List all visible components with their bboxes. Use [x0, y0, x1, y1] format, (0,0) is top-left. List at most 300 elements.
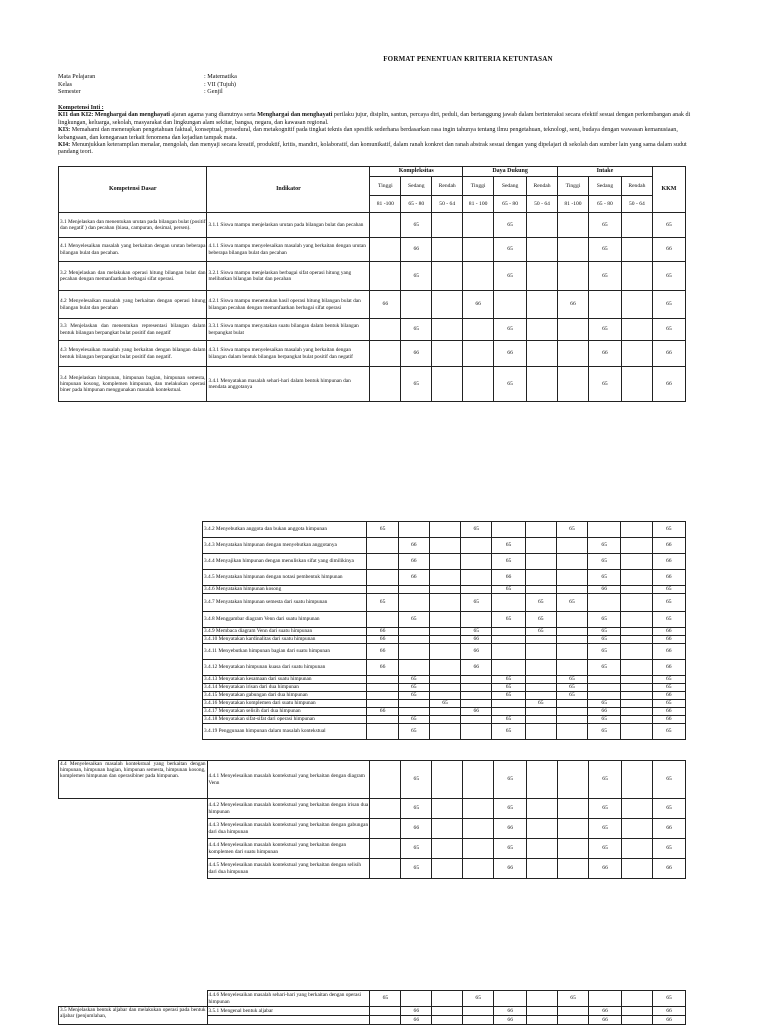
kkm-table-himpunan	[202, 521, 686, 740]
score-cell	[558, 819, 589, 839]
score-cell: 66	[401, 819, 432, 839]
score-cell	[463, 819, 494, 839]
score-cell	[527, 839, 558, 859]
score-cell	[463, 341, 494, 367]
score-cell	[367, 700, 398, 708]
score-cell	[463, 761, 494, 799]
kkm-cell: 65	[652, 522, 685, 538]
score-cell	[621, 341, 652, 367]
score-cell	[461, 684, 492, 692]
score-cell: 65	[401, 367, 432, 402]
score-cell: 66	[401, 1016, 432, 1025]
score-cell	[492, 522, 525, 538]
kd-cell: 4.3 Menyelesaikan masalah yang berkaitan dengan bilangan dalam bentuk bilangan berpangkat bulat positif dan negatif.	[59, 341, 207, 367]
score-cell	[622, 819, 653, 839]
score-cell	[527, 1016, 558, 1025]
score-cell	[432, 319, 463, 341]
score-cell	[398, 522, 429, 538]
score-cell: 66	[367, 644, 398, 660]
score-cell	[398, 708, 429, 716]
score-cell	[588, 522, 621, 538]
score-cell: 65	[492, 612, 525, 628]
header-range: 65 - 80	[494, 196, 527, 213]
score-cell	[370, 859, 401, 879]
header-range: 65 - 80	[401, 196, 432, 213]
score-cell: 66	[494, 1016, 527, 1025]
indicator-cell: 3.2.1 Siswa mampu menjelaskan berbagai sifat operasi hitung yang melibatkan bilangan bulat dan pecahan	[207, 262, 370, 291]
document-title: FORMAT PENENTUAN KRITERIA KETUNTASAN	[383, 55, 553, 63]
score-cell	[370, 341, 401, 367]
score-cell	[370, 761, 401, 799]
score-cell	[463, 859, 494, 879]
score-cell	[429, 644, 460, 660]
score-cell	[432, 799, 463, 819]
score-cell	[525, 660, 556, 676]
indicator-cell: 3.4.13 Menyatakan kesamaan dari suatu himpunan	[203, 676, 367, 684]
score-cell	[432, 991, 463, 1007]
score-cell: 65	[588, 554, 621, 570]
score-cell	[429, 570, 460, 586]
score-cell: 65	[398, 684, 429, 692]
score-cell	[556, 570, 587, 586]
table-row	[203, 594, 686, 612]
table-row	[203, 644, 686, 660]
score-cell	[429, 554, 460, 570]
score-cell	[556, 612, 587, 628]
score-cell: 65	[525, 628, 556, 636]
indicator-cell: 3.4.11 Menyebutkan himpunan bagian dari suatu himpunan	[203, 644, 367, 660]
score-cell	[621, 612, 652, 628]
score-cell: 65	[401, 319, 432, 341]
score-cell	[558, 1016, 589, 1025]
score-cell: 65	[588, 238, 621, 262]
score-cell: 65	[492, 716, 525, 724]
table-row	[203, 612, 686, 628]
table-row	[203, 716, 686, 724]
score-cell	[429, 692, 460, 700]
score-cell: 66	[367, 708, 398, 716]
score-cell	[622, 991, 653, 1007]
score-cell	[556, 554, 587, 570]
score-cell	[367, 570, 398, 586]
header-level: Tinggi	[558, 177, 589, 196]
score-cell	[367, 676, 398, 684]
score-cell	[370, 238, 401, 262]
indicator-cell: 4.4.3 Menyelesaikan masalah kontekstual yang berkaitan dengan gabungan dari dua himpunan	[207, 819, 370, 839]
score-cell: 66	[401, 238, 432, 262]
score-cell	[461, 692, 492, 700]
score-cell: 65	[588, 262, 621, 291]
score-cell: 66	[367, 660, 398, 676]
table-row	[203, 708, 686, 716]
score-cell	[527, 859, 558, 879]
score-cell	[463, 1007, 494, 1016]
kkm-cell: 65	[653, 761, 686, 799]
score-cell	[588, 692, 621, 700]
score-cell	[429, 636, 460, 644]
score-cell: 65	[589, 761, 622, 799]
score-cell	[622, 1007, 653, 1016]
score-cell: 65	[588, 319, 621, 341]
kd-cell: 4.2 Menyelesaikan masalah yang berkaitan dengan operasi hitung bilangan bulat dan pecahan	[59, 291, 207, 319]
score-cell: 65	[588, 367, 621, 402]
score-cell	[527, 819, 558, 839]
score-cell	[432, 213, 463, 238]
score-cell	[621, 213, 652, 238]
indicator-cell: 3.5.1 Mengenal bentuk aljabar	[207, 1007, 370, 1016]
score-cell: 65	[492, 724, 525, 740]
kkm-cell: 66	[652, 341, 685, 367]
score-cell	[398, 594, 429, 612]
score-cell	[429, 538, 460, 554]
indicator-cell: 4.4.2 Menyelesaikan masalah kontekstual yang berkaitan dengan irisan dua himpunan	[207, 799, 370, 819]
score-cell	[558, 319, 589, 341]
header-level: Tinggi	[463, 177, 494, 196]
score-cell: 65	[525, 612, 556, 628]
score-cell	[527, 991, 558, 1007]
header-level: Sedang	[494, 177, 527, 196]
table-row	[203, 586, 686, 594]
meta-value: : Genjil	[204, 88, 223, 96]
kkm-cell: 66	[652, 708, 685, 716]
score-cell: 65	[588, 644, 621, 660]
score-cell: 65	[401, 859, 432, 879]
header-level: Rendah	[432, 177, 463, 196]
indicator-cell	[207, 1016, 370, 1025]
score-cell	[398, 628, 429, 636]
table-row	[203, 522, 686, 538]
score-cell	[370, 367, 401, 402]
score-cell	[525, 684, 556, 692]
score-cell: 65	[492, 586, 525, 594]
score-cell	[429, 586, 460, 594]
indicator-cell: 3.4.2 Menyebutkan anggota dan bukan anggota himpunan	[203, 522, 367, 538]
score-cell	[461, 724, 492, 740]
header-level: Rendah	[527, 177, 558, 196]
kkm-cell: 65	[652, 291, 685, 319]
score-cell	[401, 991, 432, 1007]
score-cell	[492, 708, 525, 716]
kkm-cell: 65	[652, 319, 685, 341]
score-cell	[525, 692, 556, 700]
score-cell: 65	[494, 213, 527, 238]
indicator-cell: 4.4.4 Menyelesaikan masalah kontekstual yang berkaitan dengan komplemen dari suatu himpunan	[207, 839, 370, 859]
score-cell	[621, 644, 652, 660]
score-cell	[492, 660, 525, 676]
kkm-cell: 65	[653, 799, 686, 819]
score-cell	[525, 522, 556, 538]
score-cell	[492, 636, 525, 644]
score-cell: 66	[589, 1007, 622, 1016]
score-cell	[622, 1016, 653, 1025]
score-cell: 66	[558, 291, 589, 319]
score-cell	[370, 213, 401, 238]
score-cell	[432, 859, 463, 879]
score-cell	[556, 636, 587, 644]
score-cell: 66	[589, 859, 622, 879]
score-cell	[527, 799, 558, 819]
kkm-table-main	[58, 166, 686, 402]
kkm-cell: 66	[653, 859, 686, 879]
score-cell: 66	[492, 570, 525, 586]
score-cell	[463, 319, 494, 341]
score-cell	[622, 761, 653, 799]
score-cell	[558, 213, 589, 238]
kkm-cell: 66	[652, 570, 685, 586]
table-row	[59, 213, 686, 238]
score-cell	[525, 724, 556, 740]
score-cell	[492, 700, 525, 708]
score-cell	[558, 341, 589, 367]
score-cell: 65	[398, 716, 429, 724]
score-cell	[429, 676, 460, 684]
score-cell: 65	[494, 238, 527, 262]
kd-cell-empty	[59, 819, 208, 839]
score-cell: 65	[492, 676, 525, 684]
kkm-cell: 65	[652, 724, 685, 740]
score-cell	[461, 716, 492, 724]
score-cell	[621, 291, 652, 319]
header-level: Sedang	[588, 177, 621, 196]
score-cell	[621, 676, 652, 684]
score-cell	[525, 636, 556, 644]
score-cell: 65	[401, 839, 432, 859]
score-cell	[463, 262, 494, 291]
header-group: Daya Dukung	[463, 167, 558, 177]
score-cell: 65	[588, 612, 621, 628]
score-cell: 66	[494, 819, 527, 839]
ki3: KI3: Memahami dan menerapkan pengetahuan faktual, konseptual, prosedural, dan metakognitif pada tingkat teknis dan spesifik sederhana berdasarkan rasa ingin tahunya tentang ilmu pengetahuan, teknologi, seni, budaya dengan wawasan kemanusiaan, kebangsaan, dan kenegaraan terkait fenomena dan kejadian tampak mata.	[58, 127, 678, 141]
header-kkm: KKM	[652, 167, 685, 213]
kkm-cell: 66	[652, 644, 685, 660]
score-cell: 65	[401, 213, 432, 238]
score-cell: 66	[494, 1007, 527, 1016]
score-cell: 65	[492, 554, 525, 570]
score-cell	[525, 570, 556, 586]
score-cell	[398, 586, 429, 594]
score-cell	[621, 684, 652, 692]
header-range: 50 - 64	[432, 196, 463, 213]
score-cell: 66	[398, 554, 429, 570]
score-cell: 66	[588, 341, 621, 367]
score-cell: 66	[588, 708, 621, 716]
score-cell	[527, 367, 558, 402]
score-cell: 65	[588, 628, 621, 636]
score-cell	[432, 341, 463, 367]
indicator-cell: 3.4.4 Menyajikan himpunan dengan menuliskan sifat yang dimilikinya	[203, 554, 367, 570]
table-row	[203, 660, 686, 676]
indicator-cell: 3.4.5 Menyatakan himpunan dengan notasi pembentuk himpunan	[203, 570, 367, 586]
kkm-cell: 65	[652, 594, 685, 612]
score-cell	[370, 799, 401, 819]
score-cell	[558, 799, 589, 819]
meta-row	[58, 81, 237, 89]
score-cell: 65	[494, 262, 527, 291]
score-cell: 66	[401, 341, 432, 367]
score-cell	[556, 660, 587, 676]
kd-cell: 4.4 Menyelesaikan masalah kontekstual yang berkaitan dengan himpunan, himpunan bagian, himpunan semesta, himpunan kosong, komplemen himpunan dan operasibiner pada himpunan.	[59, 761, 208, 799]
score-cell: 65	[525, 700, 556, 708]
score-cell	[588, 594, 621, 612]
score-cell: 66	[401, 1007, 432, 1016]
kkm-cell: 65	[652, 612, 685, 628]
score-cell: 65	[558, 991, 589, 1007]
score-cell	[621, 636, 652, 644]
table-row	[203, 692, 686, 700]
indicator-cell: 4.4.1 Menyelesaikan masalah kontekstual yang berkaitan dengan diagram Venn	[207, 761, 370, 799]
kkm-cell: 65	[652, 586, 685, 594]
score-cell	[429, 708, 460, 716]
score-cell	[556, 708, 587, 716]
indicator-cell: 3.4.19 Penggunaan himpunan dalam masalah kontekstual	[203, 724, 367, 740]
table-row	[59, 367, 686, 402]
indicator-cell: 3.4.8 Menggambar diagram Venn dari suatu himpunan	[203, 612, 367, 628]
score-cell: 65	[461, 594, 492, 612]
score-cell	[492, 628, 525, 636]
kkm-cell: 66	[652, 692, 685, 700]
score-cell	[367, 538, 398, 554]
table-row	[203, 554, 686, 570]
table-row	[59, 238, 686, 262]
header-level: Sedang	[401, 177, 432, 196]
score-cell	[525, 644, 556, 660]
score-cell	[432, 291, 463, 319]
score-cell	[370, 819, 401, 839]
score-cell: 65	[401, 761, 432, 799]
score-cell	[432, 1016, 463, 1025]
score-cell: 65	[588, 213, 621, 238]
indicator-cell: 3.4.9 Membaca diagram Venn dari suatu himpunan	[203, 628, 367, 636]
table-row	[203, 538, 686, 554]
score-cell	[525, 676, 556, 684]
score-cell: 65	[556, 684, 587, 692]
kd-cell: 3.5 Menjelaskan bentuk aljabar dan melakukan operasi pada bentuk aljabar (penjumlahan,	[59, 1007, 208, 1025]
score-cell	[558, 761, 589, 799]
ki-heading: Kompetensi Inti :	[58, 105, 104, 111]
kkm-cell: 65	[652, 700, 685, 708]
score-cell	[622, 839, 653, 859]
indicator-cell: 3.4.6 Menyatakan himpunan kosong	[203, 586, 367, 594]
kompetensi-inti	[58, 105, 708, 157]
indicator-cell: 3.1.1 Siswa mampu menjelaskan urutan pada bilangan bulat dan pecahan	[207, 213, 370, 238]
score-cell	[461, 570, 492, 586]
score-cell	[622, 799, 653, 819]
score-cell	[463, 1016, 494, 1025]
score-cell	[432, 238, 463, 262]
score-cell	[463, 839, 494, 859]
score-cell	[558, 262, 589, 291]
indicator-cell: 3.4.15 Menyatakan gabungan dari dua himpunan	[203, 692, 367, 700]
score-cell: 65	[556, 692, 587, 700]
table-row	[203, 676, 686, 684]
score-cell	[621, 628, 652, 636]
score-cell	[621, 716, 652, 724]
score-cell: 65	[589, 819, 622, 839]
score-cell	[429, 522, 460, 538]
score-cell: 65	[494, 367, 527, 402]
table-row	[203, 570, 686, 586]
score-cell	[556, 644, 587, 660]
kkm-cell: 66	[653, 1007, 686, 1016]
table-row	[59, 799, 686, 819]
score-cell: 66	[461, 644, 492, 660]
score-cell: 65	[492, 692, 525, 700]
score-cell	[370, 1007, 401, 1016]
score-cell: 65	[556, 676, 587, 684]
meta-value: : Matematika	[204, 73, 237, 80]
score-cell	[556, 724, 587, 740]
indicator-cell: 4.2.1 Siswa mampu menentukan hasil operasi hitung bilangan bulat dan bilangan pecahan dengan memanfaatkan berbagai sifat operasi	[207, 291, 370, 319]
score-cell	[621, 692, 652, 700]
score-cell	[621, 367, 652, 402]
table-row	[59, 761, 686, 799]
score-cell: 66	[494, 341, 527, 367]
score-cell: 66	[589, 1016, 622, 1025]
score-cell: 66	[370, 291, 401, 319]
ki1-ki2: KI1 dan KI2: Menghargai dan menghayati ajaran agama yang dianutnya serta Menghargai dan menghayati perilaku jujur, disiplin, santun, percaya diri, peduli, dan bertanggung jawab dalam berinteraksi secara efektif sesuai dengan perkembangan anak di lingkungan, keluarga, sekolah, masyarakat dan lingkungan alam sekitar, bangsa, negara, dan kawasan regional.	[58, 112, 691, 126]
indicator-cell: 3.4.3 Menyatakan himpunan dengan menyebutkan anggotanya	[203, 538, 367, 554]
score-cell	[461, 612, 492, 628]
score-cell: 65	[370, 991, 401, 1007]
header-level: Tinggi	[370, 177, 401, 196]
score-cell	[527, 262, 558, 291]
score-cell	[367, 612, 398, 628]
indicator-cell: 3.4.7 Menyatakan himpunan semesta dari suatu himpunan	[203, 594, 367, 612]
score-cell	[621, 594, 652, 612]
table-row	[59, 991, 686, 1007]
header-range: 50 - 64	[527, 196, 558, 213]
score-cell	[401, 291, 432, 319]
score-cell: 65	[401, 262, 432, 291]
table-row	[203, 700, 686, 708]
score-cell	[527, 291, 558, 319]
score-cell	[556, 538, 587, 554]
score-cell	[398, 644, 429, 660]
score-cell	[463, 213, 494, 238]
kkm-cell: 65	[652, 684, 685, 692]
score-cell	[463, 238, 494, 262]
table-row	[203, 684, 686, 692]
score-cell	[492, 594, 525, 612]
score-cell	[461, 554, 492, 570]
score-cell: 66	[588, 586, 621, 594]
score-cell	[429, 684, 460, 692]
subject-meta	[58, 73, 237, 96]
table-row	[59, 1007, 686, 1016]
kkm-cell: 66	[652, 538, 685, 554]
score-cell: 65	[494, 839, 527, 859]
score-cell	[621, 554, 652, 570]
score-cell	[525, 716, 556, 724]
score-cell: 65	[588, 724, 621, 740]
score-cell: 65	[494, 799, 527, 819]
score-cell	[527, 319, 558, 341]
score-cell	[494, 291, 527, 319]
score-cell	[527, 1007, 558, 1016]
score-cell: 65	[589, 839, 622, 859]
kkm-cell: 66	[652, 716, 685, 724]
score-cell	[621, 660, 652, 676]
score-cell: 65	[588, 660, 621, 676]
score-cell: 65	[588, 570, 621, 586]
score-cell	[494, 991, 527, 1007]
header-group: Intake	[558, 167, 653, 177]
score-cell	[367, 724, 398, 740]
score-cell	[432, 367, 463, 402]
score-cell: 65	[525, 594, 556, 612]
score-cell	[432, 819, 463, 839]
score-cell: 65	[398, 724, 429, 740]
